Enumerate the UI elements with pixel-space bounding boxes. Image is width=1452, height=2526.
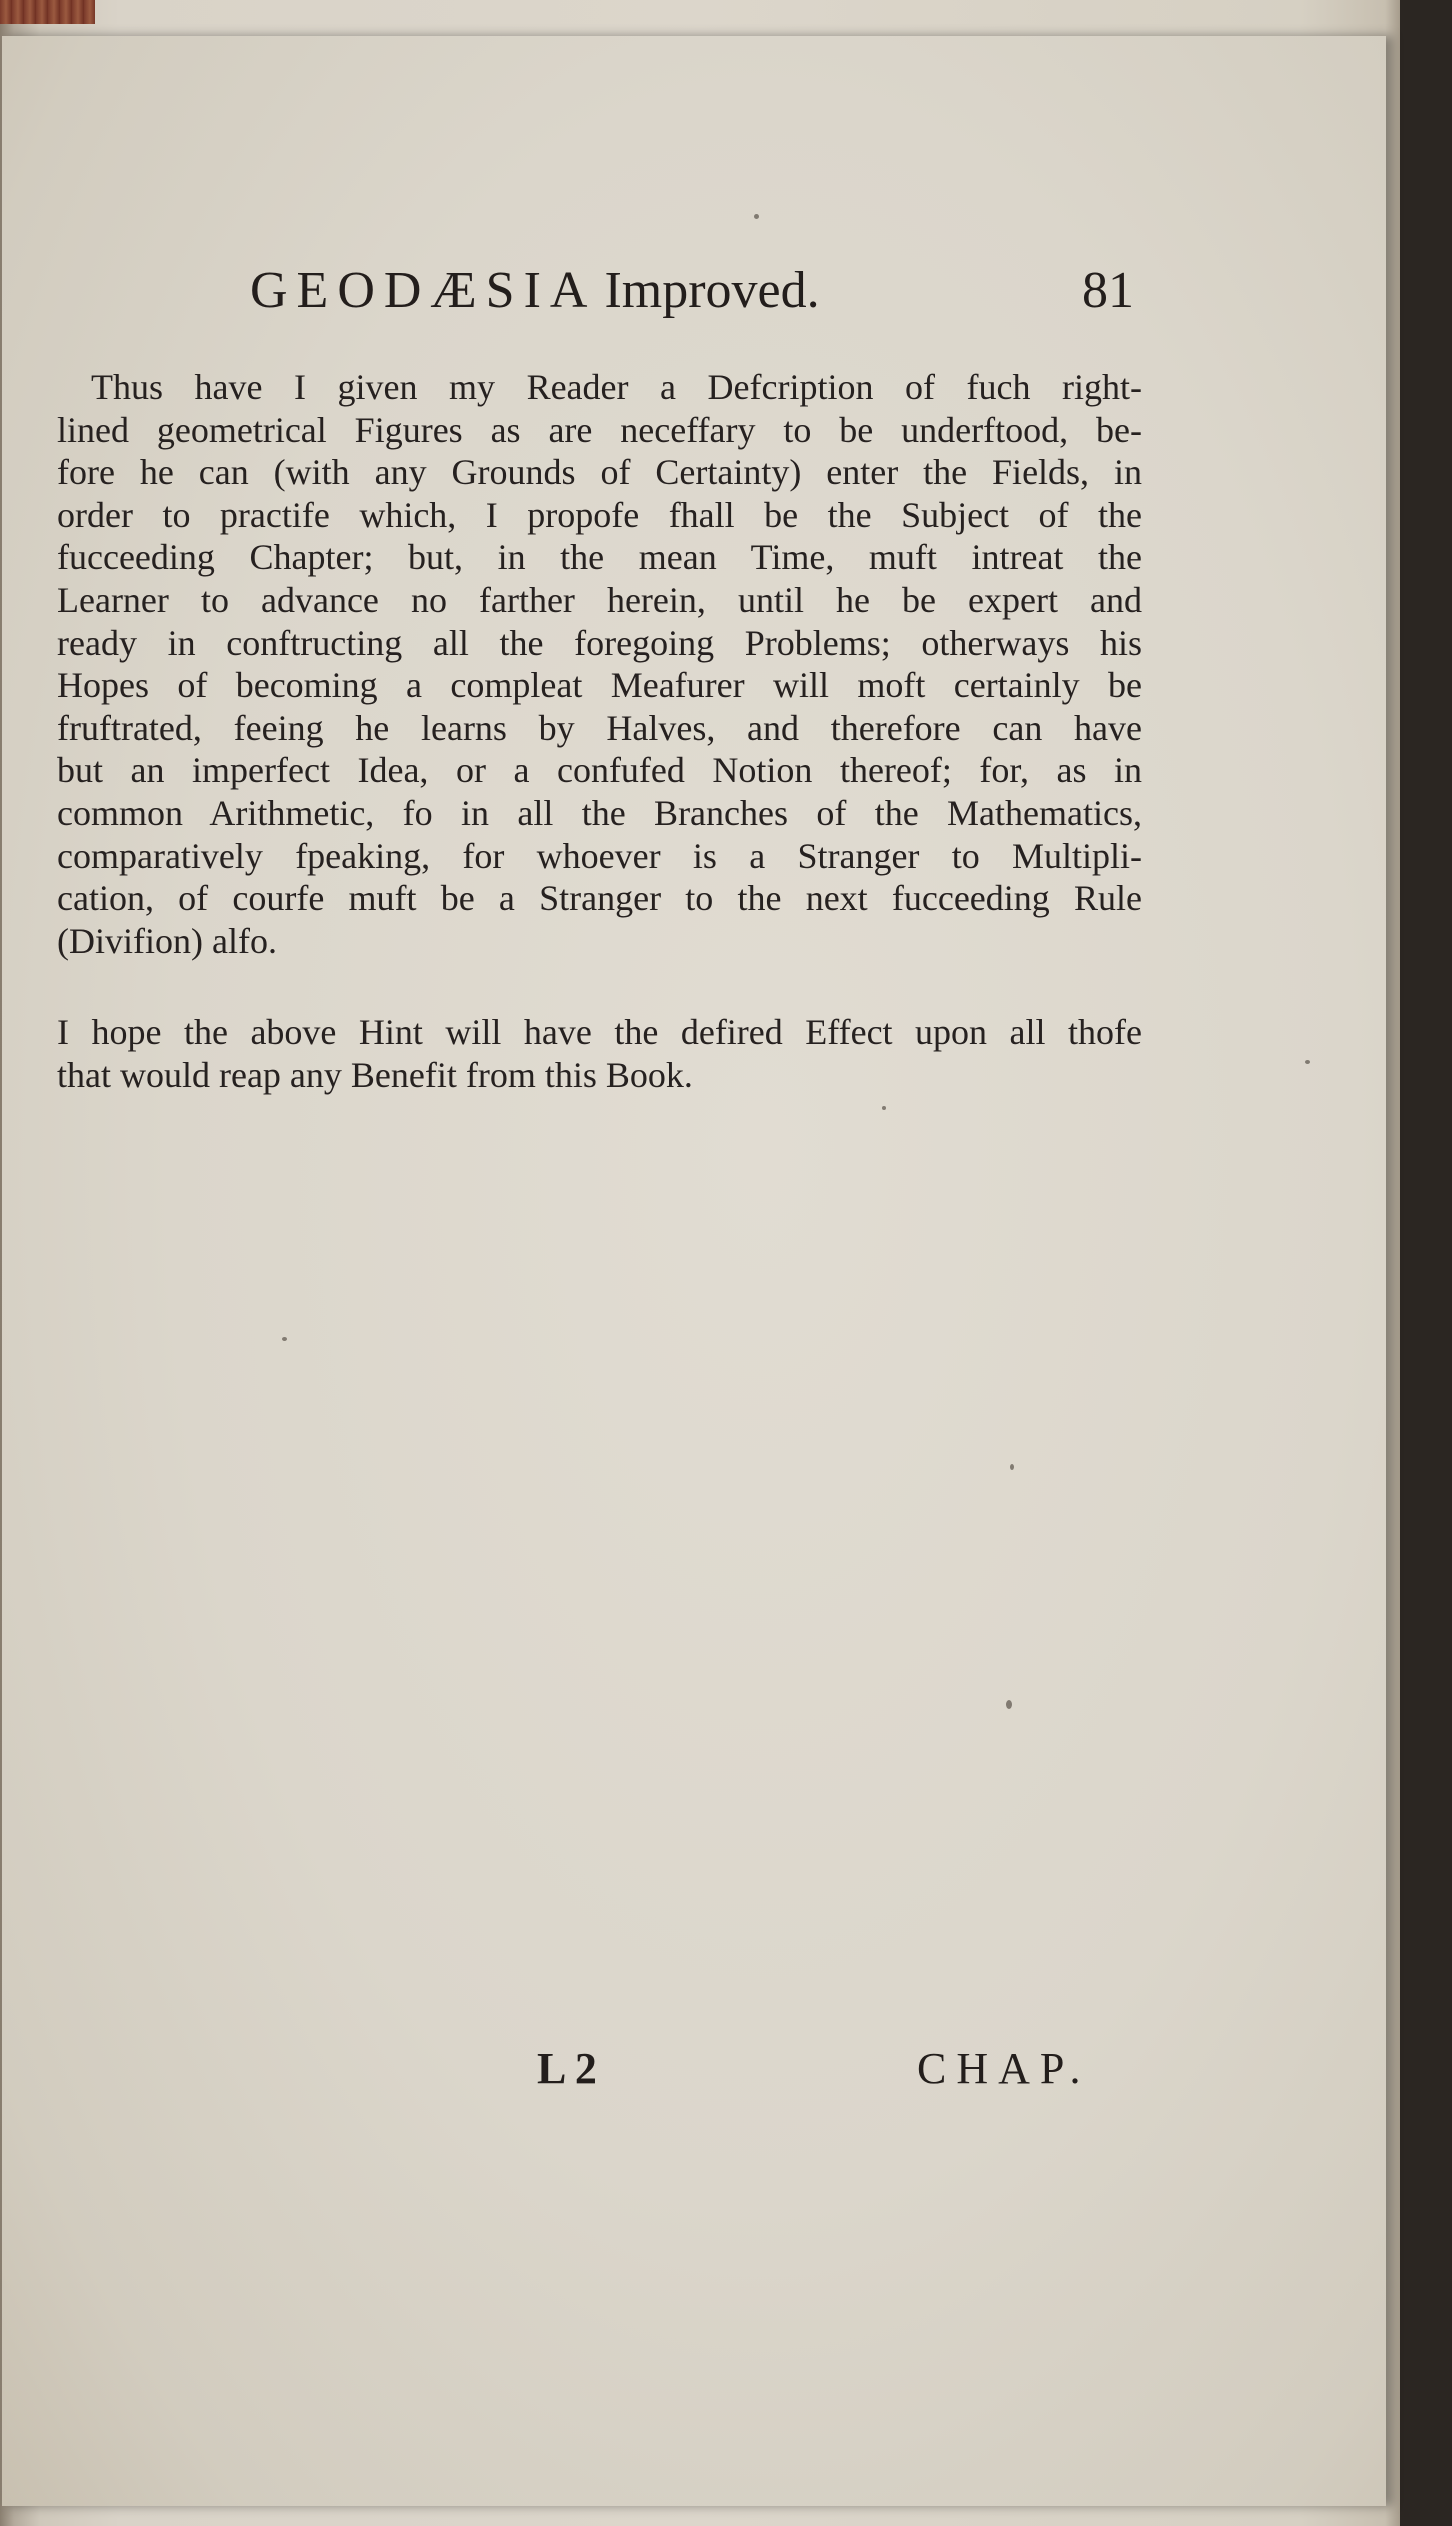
text-line: Learner to advance no farther herein, until he be expert and [57, 579, 1142, 620]
body-paragraph-1 [57, 366, 1142, 962]
paper-speck [1006, 1700, 1012, 1709]
text-line: fore he can (with any Grounds of Certainty) enter the Fields, in [57, 452, 1142, 493]
text-line: fruftrated, feeing he learns by Halves, and therefore can have [57, 707, 1142, 748]
text-line: Hopes of becoming a compleat Meafurer will moft certainly be [57, 665, 1142, 706]
body-paragraph-2 [57, 1011, 1142, 1096]
signature-mark: L 2 [537, 2044, 597, 2093]
text-line: comparatively fpeaking, for whoever is a Stranger to Multipli- [57, 835, 1142, 876]
text-line: common Arithmetic, fo in all the Branches of the Mathematics, [57, 792, 1142, 833]
running-title-main: GEODÆSIA [250, 262, 597, 319]
catchword: CHAP. [917, 2044, 1091, 2093]
text-line: but an imperfect Idea, or a confufed Notion thereof; for, as in [57, 750, 1142, 791]
text-line: lined geometrical Figures as are neceffary to be underftood, be- [57, 409, 1142, 450]
book-page [2, 36, 1386, 2506]
paper-speck [882, 1106, 886, 1110]
text-line: ready in conftructing all the foregoing Problems; otherways his [57, 622, 1142, 663]
page-number: 81 [1082, 262, 1134, 319]
running-title [250, 261, 820, 320]
paper-speck [1010, 1464, 1014, 1470]
text-line: Thus have I given my Reader a Defcription of fuch right- [91, 367, 1142, 407]
paper-speck [754, 214, 759, 219]
text-line: (Divifion) alfo. [57, 920, 277, 961]
text-line: that would reap any Benefit from this Book. [57, 1054, 693, 1095]
binding-ribbon [0, 0, 95, 24]
paper-speck [1305, 1060, 1310, 1064]
text-line: I hope the above Hint will have the defired Effect upon all thofe [57, 1012, 1142, 1052]
text-line: order to practife which, I propofe fhall be the Subject of the [57, 494, 1142, 535]
running-title-subtitle: Improved. [604, 262, 820, 319]
text-line: cation, of courfe muft be a Stranger to the next fucceeding Rule [57, 878, 1142, 919]
running-head [250, 261, 1150, 331]
paper-speck [282, 1337, 287, 1341]
text-line: fucceeding Chapter; but, in the mean Time, muft intreat the [57, 537, 1142, 578]
